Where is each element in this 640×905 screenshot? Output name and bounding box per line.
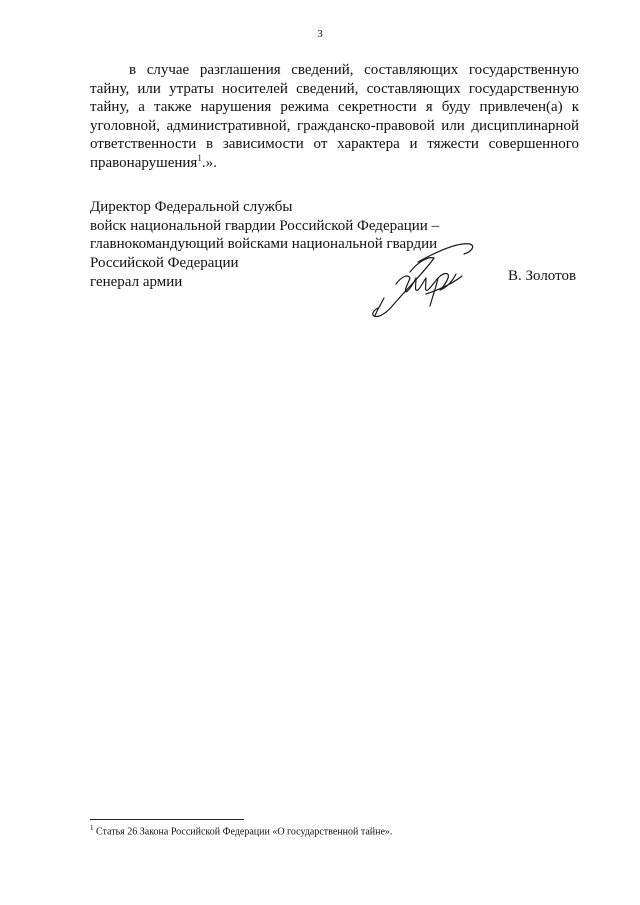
signer-title-line-3: главнокомандующий войсками национальной гвардии [90,236,438,253]
handwritten-signature [366,232,486,322]
signer-name: В. Золотов [508,268,577,284]
footnote-divider [90,819,244,820]
signer-title-line-2: войск национальной гвардии Российской Федерации – [90,217,440,234]
page-number: 3 [317,28,323,40]
footnote-reference: 1 [197,152,202,163]
footnote [90,824,392,837]
signer-title-line-1: Директор Федеральной службы [90,199,293,215]
signer-title-line-4: Российской Федерации [90,255,239,272]
oath-paragraph [90,61,579,172]
footnote-marker: 1 [90,824,94,832]
footnote-text: Статья 26 Закона Российской Федерации «О государственной тайне». [96,826,393,838]
signer-rank: генерал армии [90,273,183,290]
paragraph-ending: .». [201,154,217,171]
paragraph-text: в случае разглашения сведений, составляющих государственную тайну, или утраты носителей сведений, составляющих государственную тайну, а также нарушения режима секретности я буду привлечен(а) к уголовной, административной, гражданско-правовой или дисциплинарной ответственности в зависимости от характера и тяжести совершенного правонарушения [90,62,579,171]
